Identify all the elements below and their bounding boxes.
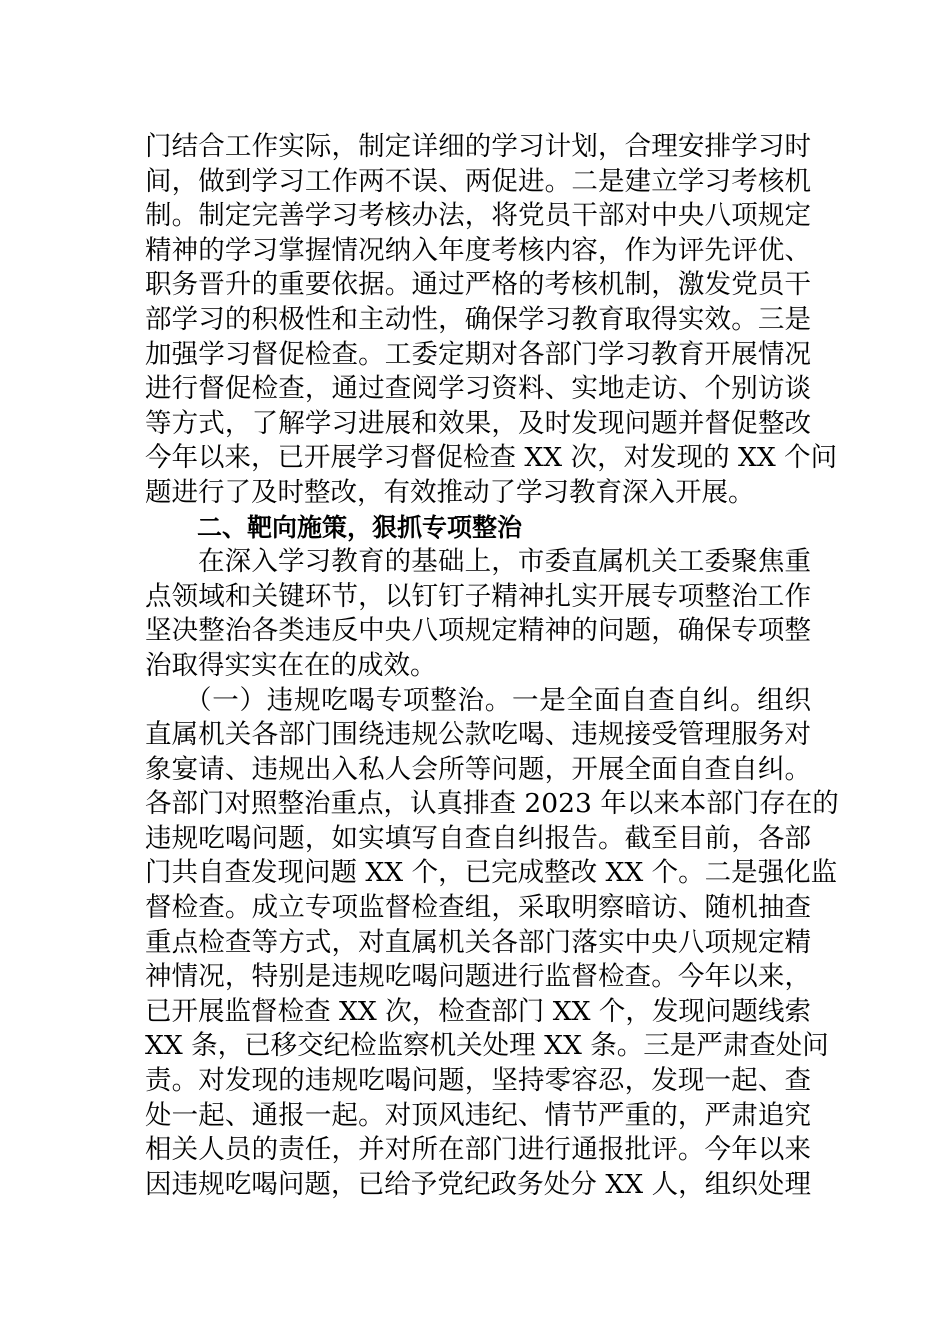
text-line: 间，做到学习工作两不误、两促进。二是建立学习考核机 bbox=[145, 165, 811, 197]
section-heading: 二、靶向施策，狠抓专项整治 bbox=[197, 512, 523, 542]
text-line: 治取得实实在在的成效。 bbox=[145, 649, 437, 681]
text-line: 处一起、通报一起。对顶风违纪、情节严重的，严肃追究 bbox=[145, 1099, 811, 1131]
text-line: 神情况，特别是违规吃喝问题进行监督检查。今年以来， bbox=[145, 961, 811, 993]
text-line: 责。对发现的违规吃喝问题，坚持零容忍，发现一起、查 bbox=[145, 1065, 811, 1097]
text-line: 职务晋升的重要依据。通过严格的考核机制，激发党员干 bbox=[145, 269, 811, 301]
text-line: 象宴请、违规出入私人会所等问题，开展全面自查自纠。 bbox=[145, 753, 811, 785]
text-line: 加强学习督促检查。工委定期对各部门学习教育开展情况 bbox=[145, 338, 811, 370]
text-line: 相关人员的责任，并对所在部门进行通报批评。今年以来 bbox=[145, 1134, 811, 1166]
text-line: 坚决整治各类违反中央八项规定精神的问题，确保专项整 bbox=[145, 615, 811, 647]
text-line: 因违规吃喝问题，已给予党纪政务处分 XX 人，组织处理 bbox=[145, 1168, 811, 1200]
text-line: 违规吃喝问题，如实填写自查自纠报告。截至目前，各部 bbox=[145, 822, 811, 854]
text-line: 在深入学习教育的基础上，市委直属机关工委聚焦重 bbox=[198, 546, 811, 578]
text-line: 督检查。成立专项监督检查组，采取明察暗访、随机抽查 bbox=[145, 892, 811, 924]
text-line: 门共自查发现问题 XX 个，已完成整改 XX 个。二是强化监 bbox=[145, 857, 838, 889]
text-line: 直属机关各部门围绕违规公款吃喝、违规接受管理服务对 bbox=[145, 719, 811, 751]
text-line: 重点检查等方式，对直属机关各部门落实中央八项规定精 bbox=[145, 926, 811, 958]
text-line: XX 条，已移交纪检监察机关处理 XX 条。三是严肃查处问 bbox=[145, 1030, 829, 1062]
text-line: 各部门对照整治重点，认真排查 2023 年以来本部门存在的 bbox=[145, 788, 839, 820]
text-line: 今年以来，已开展学习督促检查 XX 次，对发现的 XX 个问 bbox=[145, 442, 838, 474]
body-text bbox=[145, 130, 839, 1202]
text-line: 进行督促检查，通过查阅学习资料、实地走访、个别访谈 bbox=[145, 373, 811, 405]
text-line: 题进行了及时整改，有效推动了学习教育深入开展。 bbox=[145, 476, 755, 508]
text-line: 部学习的积极性和主动性，确保学习教育取得实效。三是 bbox=[145, 303, 811, 335]
text-line: 制。制定完善学习考核办法，将党员干部对中央八项规定 bbox=[145, 200, 811, 232]
text-line: 精神的学习掌握情况纳入年度考核内容，作为评先评优、 bbox=[145, 234, 811, 266]
subsection-line: （一）违规吃喝专项整治。一是全面自查自纠。组织 bbox=[185, 684, 811, 716]
text-line: 门结合工作实际，制定详细的学习计划，合理安排学习时 bbox=[145, 131, 811, 162]
text-line: 点领域和关键环节，以钉钉子精神扎实开展专项整治工作 bbox=[145, 580, 811, 612]
text-line: 已开展监督检查 XX 次，检查部门 XX 个，发现问题线索 bbox=[145, 995, 811, 1027]
text-line: 等方式，了解学习进展和效果，及时发现问题并督促整改 bbox=[145, 407, 811, 439]
